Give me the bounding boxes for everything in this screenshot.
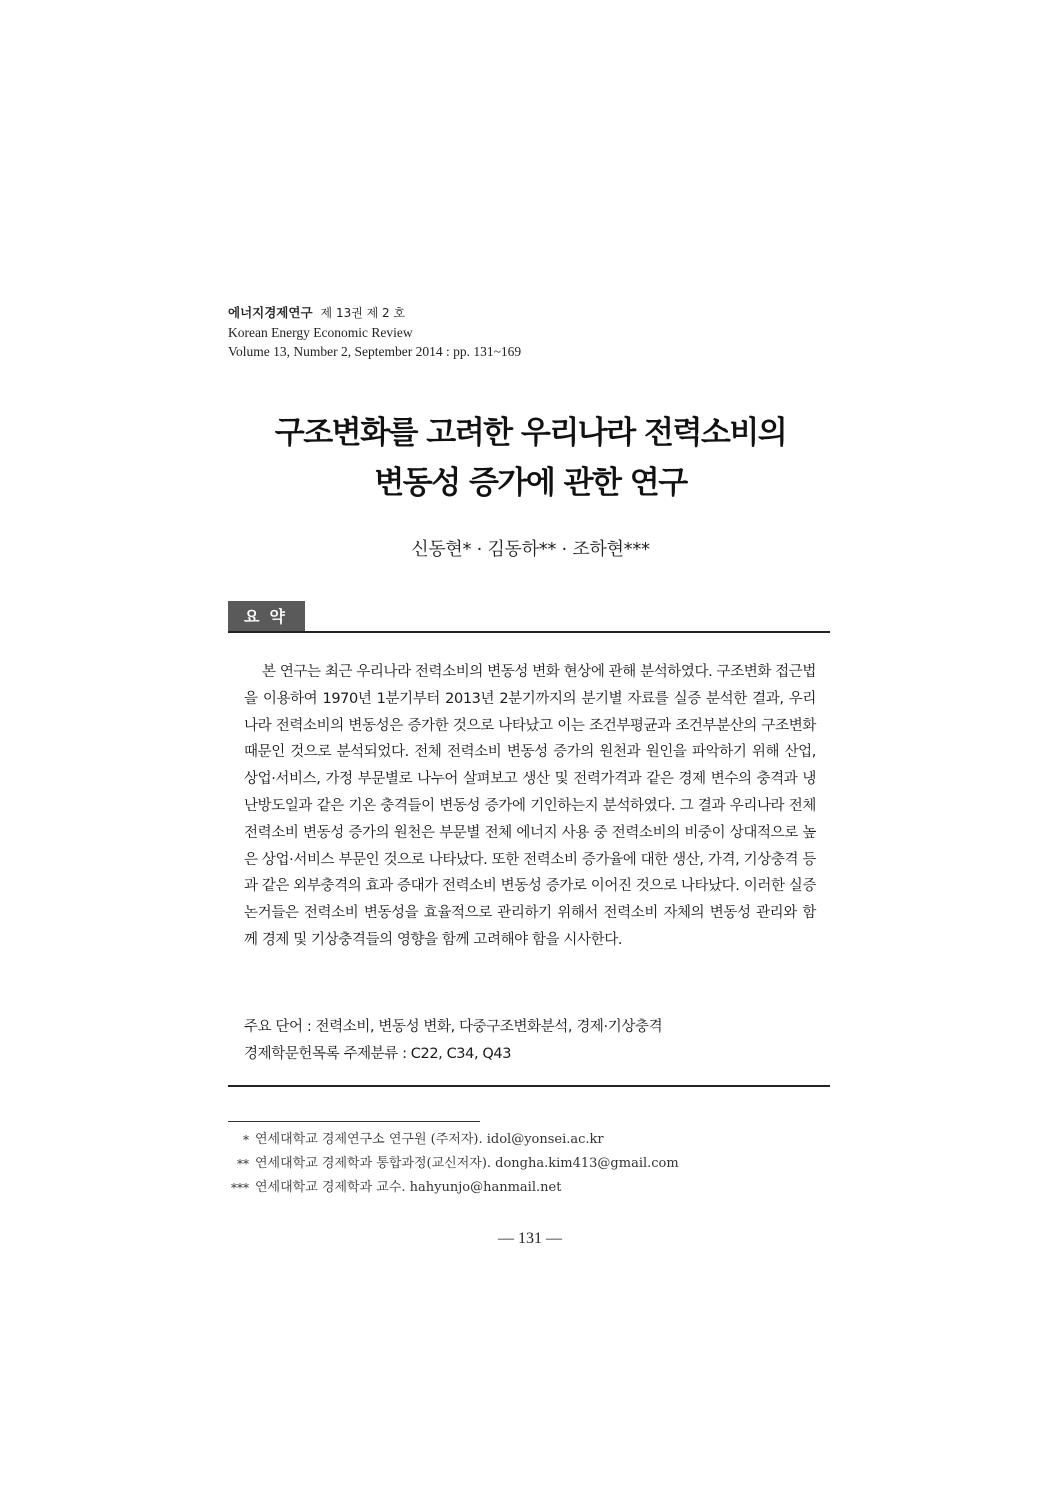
footnote-text: 연세대학교 경제학과 통합과정(교신저자). dongha.kim413@gmail.com [255, 1156, 679, 1171]
footnote-mark: *** [231, 1181, 249, 1195]
abstract-heading: 요약 [228, 601, 305, 632]
footnote-item [228, 1176, 828, 1200]
paper-title [180, 408, 881, 508]
journal-name-english: Korean Energy Economic Review [228, 325, 413, 340]
keywords-block [244, 1014, 816, 1068]
journal-citation: Volume 13, Number 2, September 2014 : pp. 131~169 [228, 344, 522, 359]
paper-title-line-1: 구조변화를 고려한 우리나라 전력소비의 [274, 415, 787, 451]
journal-title-line [228, 303, 828, 323]
footnote-item [228, 1152, 828, 1176]
footnotes [228, 1128, 828, 1200]
footnote-text: 연세대학교 경제학과 교수. hahyunjo@hanmail.net [255, 1180, 562, 1195]
page-number: ― 131 ― [498, 1230, 562, 1247]
journal-name-korean: 에너지경제연구 [228, 305, 313, 320]
footnote-mark: ** [237, 1157, 249, 1171]
footnote-item [228, 1128, 828, 1152]
abstract-body: 본 연구는 최근 우리나라 전력소비의 변동성 변화 현상에 관해 분석하였다. 구조변화 접근법을 이용하여 1970년 1분기부터 2013년 2분기까지의 분기별 자료를 실증 분석한 결과, 우리나라 전력소비의 변동성은 증가한 것으로 나타났고 이는 조건부평균과 조건부분산의 구조변화 때문인 것으로 분석되었다. 전체 전력소비 변동성 증가의 원천과 원인을 파악하기 위해 산업, 상업·서비스, 가정 부문별로 나누어 살펴보고 생산 및 전력가격과 같은 경제 변수의 충격과 냉난방도일과 같은 기온 충격들이 변동성 증가에 기인하는지 분석하였다. 그 결과 우리나라 전체전력소비 변동성 증가의 원천은 부문별 전체 에너지 사용 중 전력소비의 비중이 상대적으로 높은 상업·서비스 부문인 것으로 나타났다. 또한 전력소비 증가율에 대한 생산, 가격, 기상충격 등과 같은 외부충격의 효과 증대가 전력소비 변동성 증가로 이어진 것으로 나타났다. 이러한 실증 논거들은 전력소비 변동성을 효율적으로 관리하기 위해서 전력소비 자체의 변동성 관리와 함께 경제 및 기상충격들의 영향을 함께 고려해야 함을 시사한다. [244, 664, 816, 948]
keywords-line: 주요 단어 : 전력소비, 변동성 변화, 다중구조변화분석, 경제·기상충격 [244, 1019, 663, 1035]
abstract-top-rule [228, 631, 830, 633]
paper-title-line-2: 변동성 증가에 관한 연구 [374, 465, 687, 501]
footnote-mark: * [243, 1133, 249, 1147]
journal-header [228, 303, 828, 361]
jel-classification-line: 경제학문헌목록 주제분류 : C22, C34, Q43 [244, 1046, 512, 1062]
abstract-bottom-rule [228, 1085, 830, 1087]
author-list: 신동현* · 김동하** · 조하현*** [411, 539, 650, 560]
footnote-separator [228, 1121, 480, 1122]
footnote-text: 연세대학교 경제연구소 연구원 (주저자). idol@yonsei.ac.kr [255, 1132, 604, 1147]
journal-volume-korean: 제 13권 제 2 호 [320, 306, 406, 320]
